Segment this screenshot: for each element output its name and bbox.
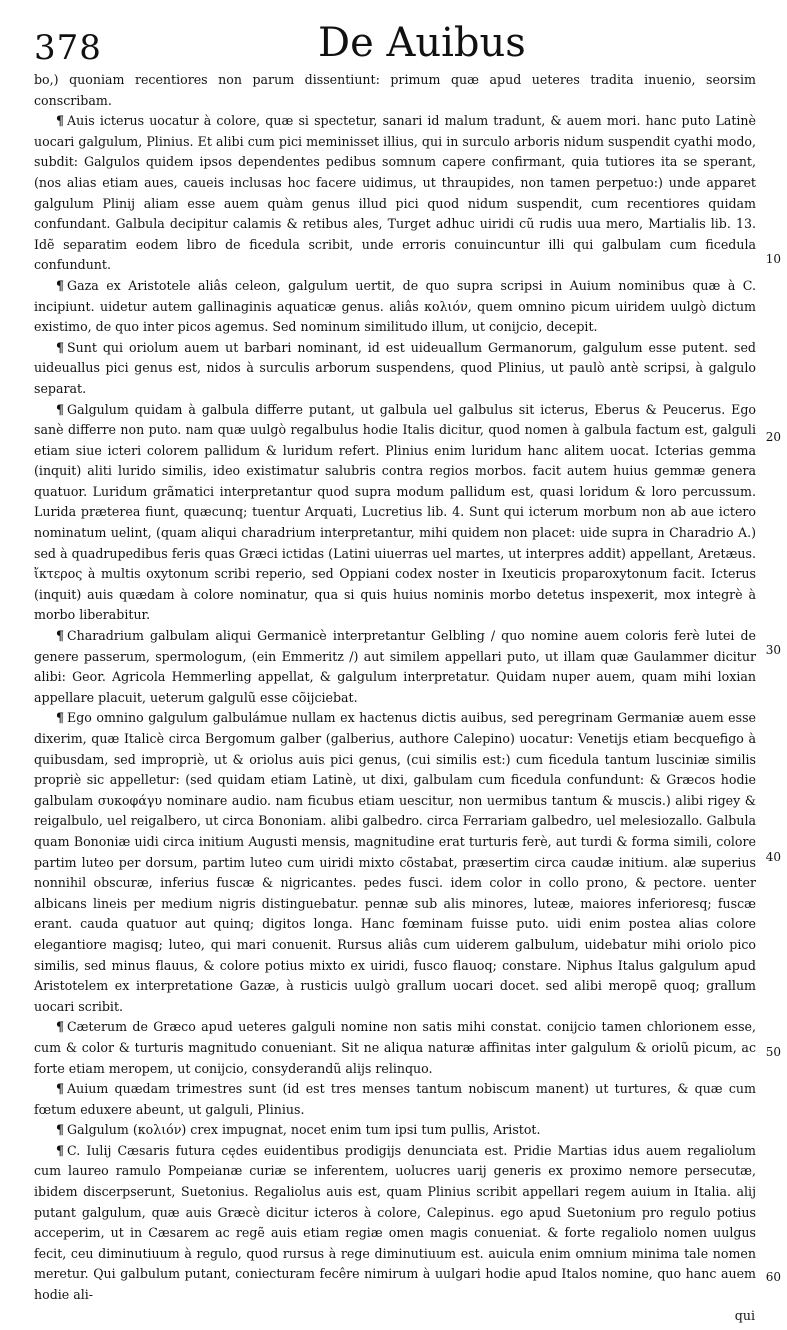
pilcrow-mark: ¶ bbox=[56, 1142, 65, 1158]
paragraph bbox=[34, 276, 756, 338]
paragraph-text: C. Iulij Cæsaris futura cędes euidentibus prodigijs denunciata est. Pridie Martias idus auem regaliolum cum laureo ramulo Pompeianæ curiæ se inferentem, uolucres uarij generis ex proximo nemore persecutæ, ibidem discerpserunt, Suetonius. Regaliolus auis est, quam Plinius scribit appellari regem auium in Italia. alij putant galgulum, quæ auis Græcè dicitur icteros à colore, Calepinus. ego apud Suetonium pro regulo potius acceperim, ut in Cæsarem ac regẽ auis etiam regiæ omen magis conueniat. & forte regaliolo nomen uulgus fecit, ceu diminutiuum à regulo, quod rursus à rege diminutiuum est. auicula enim omnium minima tale nomen meretur. Qui galbulum putant, coniecturam fecêre nimirum à uulgari hodie apud Italos nomine, quo hanc auem hodie ali- bbox=[34, 1142, 756, 1303]
paragraph bbox=[34, 1017, 756, 1079]
paragraph bbox=[34, 338, 756, 400]
margin-line-number: 40 bbox=[765, 850, 781, 864]
catchword: qui bbox=[734, 1308, 755, 1323]
pilcrow-mark: ¶ bbox=[56, 628, 65, 644]
paragraph-text: Auis icterus uocatur à colore, quæ si spectetur, sanari id malum tradunt, & auem mori. hanc puto Latinè uocari galgulum, Plinius. Et alibi cum pici meminisset illius, qui in surculo arboris nidum suspendit cyathi modo, subdit: Galgulos quidem ipsos dependentes pedibus somnum capere confirmant, quia tutiores ita se sperant, (nos alias etiam aues, caueis inclusas hoc facere uidimus, ut thraupides, non tamen perpetuo:) unde apparet galgulum Plinij aliam esse auem quàm genus illud pici quod nidum suspendit, cum recentiores quidam confundant. Galbula decipitur calamis & retibus ales, Turget adhuc uiridi cũ rudis uua mero, Martialis lib. 13. Idẽ separatim eodem libro de ficedula scribit, unde erroris conuincuntur illi qui galbulam cum ficedula confundunt. bbox=[34, 113, 756, 273]
margin-line-number: 50 bbox=[765, 1045, 781, 1059]
paragraph-text: Gaza ex Aristotele aliâs celeon, galgulum uertit, de quo supra scripsi in Auium nominibus quæ à C. incipiunt. uidetur autem gallinaginis aquaticæ genus. aliâs κολιόν, quem omnino picum uiridem uulgò dictum existimo, de quo inter picos agemus. Sed nominum similitudo illum, ut conijcio, decepit. bbox=[34, 277, 756, 335]
page-header bbox=[0, 20, 787, 72]
pilcrow-mark: ¶ bbox=[56, 339, 65, 355]
paragraph-text: Sunt qui oriolum auem ut barbari nominant, id est uideuallum Germanorum, galgulum esse putent. sed uideuallus pici genus est, nidos à surculis arborum suspendens, quod Plinius, ut paulò antè scripsi, à galgulo separat. bbox=[34, 339, 756, 396]
paragraph bbox=[34, 1141, 756, 1306]
pilcrow-mark: ¶ bbox=[56, 710, 65, 726]
pilcrow-mark: ¶ bbox=[56, 113, 65, 129]
paragraph bbox=[34, 626, 756, 708]
paragraph-text: Auium quædam trimestres sunt (id est tres menses tantum nobiscum manent) ut turtures, & quæ cum fœtum eduxere abeunt, ut galguli, Plinius. bbox=[34, 1081, 756, 1117]
paragraph-text: Ego omnino galgulum galbulámue nullam ex hactenus dictis auibus, sed peregrinam Germaniæ auem esse dixerim, quæ Italicè circa Bergomum galber (galberius, authore Calepino) uocatur: Venetijs etiam becquefigo à quibusdam, sed impropriè, ut & oriolus auis pici genus, (cui similis est:) cum ficedula tantum lusciniæ similis propriè sic appelletur: (sed quidam etiam Latinè, ut dixi, galbulam cum ficedula confundunt: & Græcos hodie galbulam συκοφάγυ nominare audio. nam ficubus etiam uescitur, non uermibus tantum & muscis.) alibi rigey & reigalbulo, uel reigalbero, ut circa Bononiam. alibi galbedro. circa Ferrariam galbedro, uel melesiozallo. Galbula quam Bononiæ uidi circa initium Augusti mensis, magnitudine erat turturis ferè, aut turdi & forma simili, colore partim luteo per dorsum, partim luteo cum uiridi mixto cõstabat, præsertim circa caudæ initium. alæ superius nonnihil obscuræ, inferius fuscæ & nigricantes. pedes fusci. idem color in collo prono, & pectore. uenter albicans lineis per medium nigris distinguebatur. pennæ sub alis minores, luteæ, maiores inferioresq; fuscæ erant. cauda quatuor aut quinq; digitos longa. Hanc fœminam fuisse puto. uidi enim postea alias colore elegantiore magisq; luteo, qui mari conuenit. Rursus aliâs cum uiderem galbulum, uidebatur mihi oriolo pico similis, sed minus flauus, & colore potius mixto ex uiridi, fusco flauoq; constare. Niphus Italus galgulum apud Aristotelem ex interpretatione Gazæ, à rusticis uulgò grallum uocari docet. sed alibi meropẽ quoq; grallum uocari scribit. bbox=[34, 710, 756, 1014]
paragraph-text: Cæterum de Græco apud ueteres galguli nomine non satis mihi constat. conijcio tamen chlorionem esse, cum & color & turturis magnitudo conueniant. Sit ne aliqua naturæ affinitas inter galgulum & oriolũ picum, ac forte etiam meropem, ut conijcio, consyderandũ alijs relinquo. bbox=[34, 1019, 756, 1076]
paragraph bbox=[34, 708, 756, 1017]
paragraph bbox=[34, 400, 756, 627]
body-text bbox=[34, 70, 756, 1306]
paragraph-text: Galgulum quidam à galbula differre putant, ut galbula uel galbulus sit icterus, Eberus & Peucerus. Ego sanè differre non puto. nam quæ uulgò regalbulus hodie Italis dicitur, quod nomen à galbula factum est, galguli etiam siue icteri colorem pallidum & luridum refert. Plinius enim luridum hanc alitem uocat. Icterias gemma (inquit) aliti lurido similis, ideo existimatur salubris contra regios morbos. facit autem huius gemmæ genera quatuor. Luridum grãmatici interpretantur quod supra modum pallidum est, quasi loridum & loro percussum. Lurida præterea fiunt, quæcunq; tuentur Arquati, Lucretius lib. 4. Sunt qui icterum morbum non ab aue ictero nominatum uelint, (quam aliqui charadrium interpretantur, mihi quidem non placet: uide supra in Charadrio A.) sed à quadrupedibus feris quas Græci ictidas (Latini uiuerras uel martes, ut interpres addit) appellant, Aretæus. ἴκτερος à multis oxytonum scribi reperio, sed Oppiani codex noster in Ixeuticis proparoxytonum facit. Icterus (inquit) auis quædam à colore nominatur, qua si quis huius nominis morbo detetus inspexerit, mox integrè à morbo liberabitur. bbox=[34, 401, 756, 623]
margin-line-number: 10 bbox=[765, 252, 781, 266]
running-title: De Auibus bbox=[318, 20, 526, 66]
margin-line-number: 60 bbox=[765, 1270, 781, 1284]
pilcrow-mark: ¶ bbox=[56, 1122, 65, 1138]
margin-line-number: 20 bbox=[765, 430, 781, 444]
paragraph-text: Galgulum (κολιόν) crex impugnat, nocet enim tum ipsi tum pullis, Aristot. bbox=[67, 1122, 541, 1138]
pilcrow-mark: ¶ bbox=[56, 1081, 65, 1097]
paragraph bbox=[34, 70, 756, 111]
paragraph-text: bo,) quoniam recentiores non parum dissentiunt: primum quæ apud ueteres tradita inuenio, seorsim conscribam. bbox=[34, 72, 756, 108]
paragraph bbox=[34, 111, 756, 276]
pilcrow-mark: ¶ bbox=[56, 401, 65, 417]
pilcrow-mark: ¶ bbox=[56, 277, 65, 293]
paragraph bbox=[34, 1120, 756, 1141]
pilcrow-mark: ¶ bbox=[56, 1019, 65, 1035]
paragraph-text: Charadrium galbulam aliqui Germanicè interpretantur Gelbling / quo nomine auem coloris ferè lutei de genere passerum, spermologum, (ein Emmeritz /) aut similem appellari puto, ut illam quæ Gaulammer dicitur alibi: Geor. Agricola Hemmerling appellat, & galgulum interpretatur. Quidam nuper auem, quam mihi loxian appellare placuit, ueterum galgulũ esse cõijciebat. bbox=[34, 628, 756, 705]
paragraph bbox=[34, 1079, 756, 1120]
margin-line-number: 30 bbox=[765, 643, 781, 657]
page-number: 378 bbox=[34, 28, 102, 68]
